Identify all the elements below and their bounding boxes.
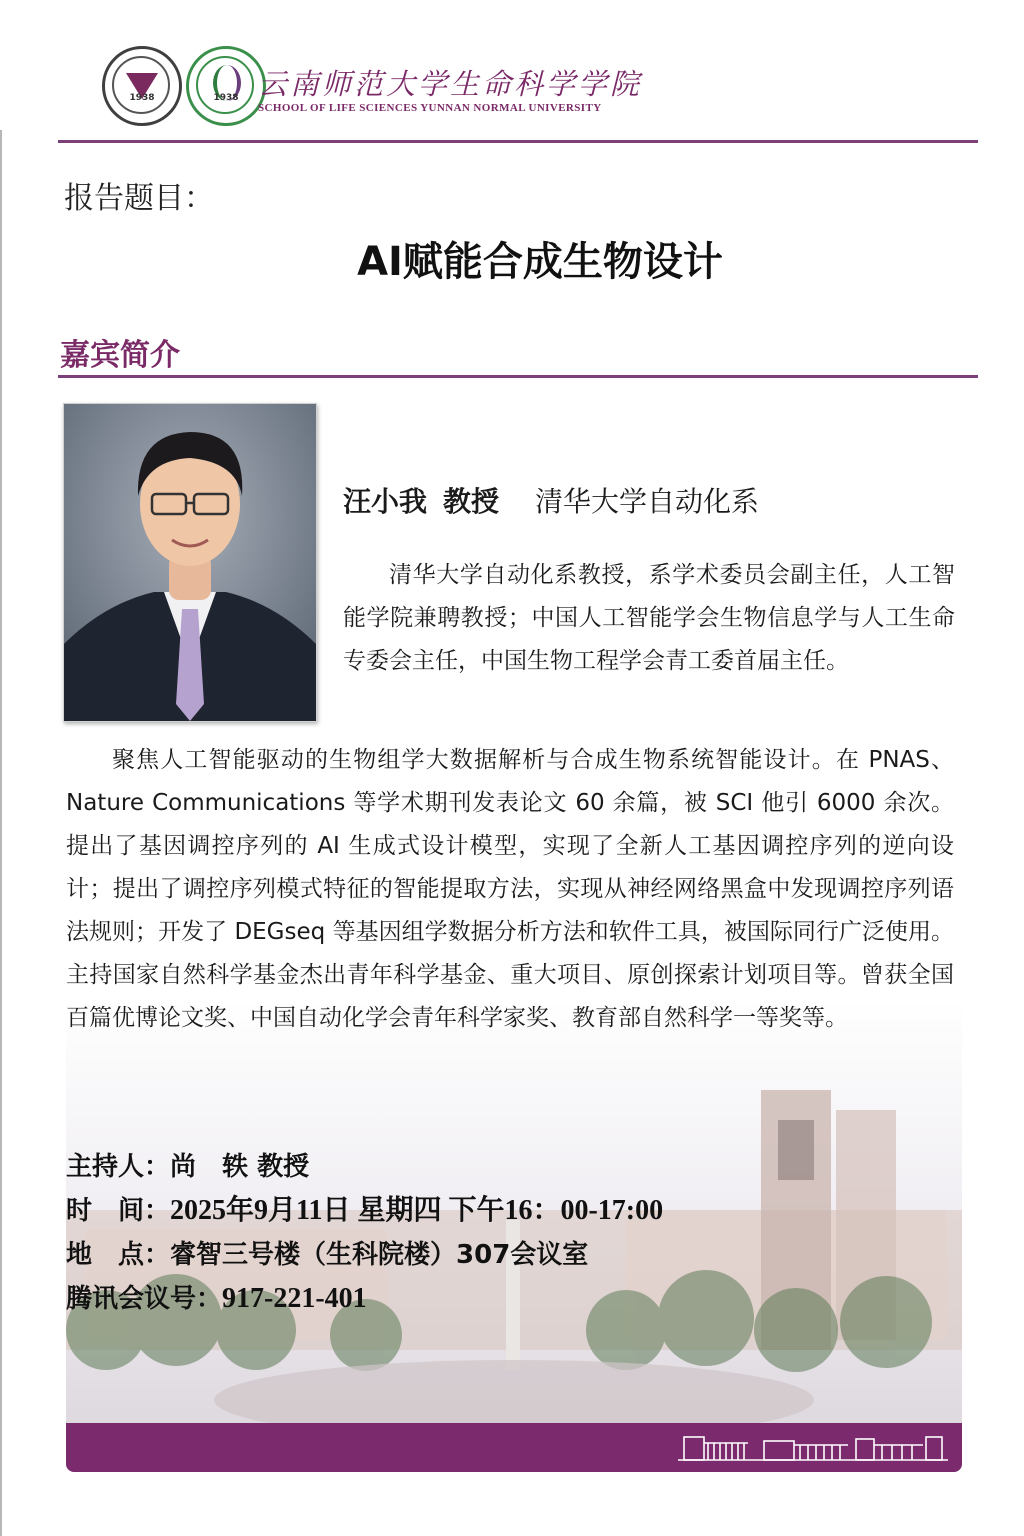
meeting-id: 917-221-401 bbox=[222, 1283, 367, 1314]
university-seal-icon bbox=[102, 46, 182, 126]
time-row bbox=[66, 1189, 663, 1233]
speaker-title: 教授 bbox=[443, 485, 500, 518]
school-name-cn: 云南师范大学生命科学学院 bbox=[258, 67, 643, 101]
section-title: 嘉宾简介 bbox=[60, 338, 180, 373]
speaker-name: 汪小我 bbox=[343, 485, 428, 518]
report-title: AI赋能合成生物设计 bbox=[357, 239, 723, 285]
header bbox=[98, 40, 978, 140]
meeting-label: 腾讯会议号： bbox=[66, 1284, 223, 1314]
seal-year: 1938 bbox=[129, 93, 155, 103]
footer-bar bbox=[66, 1423, 962, 1472]
left-edge-rule bbox=[0, 130, 2, 1536]
speaker-bio-short: 清华大学自动化系教授，系学术委员会副主任，人工智能学院兼聘教授；中国人工智能学会生物信息学与人工生命专委会主任，中国生物工程学会青工委首届主任。 bbox=[343, 562, 955, 674]
host-row bbox=[66, 1145, 663, 1189]
report-label: 报告题目： bbox=[64, 181, 214, 216]
speaker-org: 清华大学自动化系 bbox=[535, 485, 760, 518]
seal-year: 1938 bbox=[213, 93, 239, 103]
place-row bbox=[66, 1233, 663, 1277]
school-seal-icon bbox=[186, 46, 266, 126]
host-value: 尚 轶 教授 bbox=[170, 1152, 310, 1182]
speaker-bio-long: 聚焦人工智能驱动的生物组学大数据解析与合成生物系统智能设计。在 PNAS、Nature Communications 等学术期刊发表论文 60 余篇，被 SCI 他引 6000 余次。提出了基因调控序列的 AI 生成式设计模型，实现了全新人工基因调控序列的逆向设计；提出了调控序列模式特征的智能提取方法，实现从神经网络黑盒中发现调控序列语法规则；开发了 DEGseq 等基因组学数据分析方法和软件工具，被国际同行广泛使用。主持国家自然科学基金杰出青年科学基金、重大项目、原创探索计划项目等。曾获全国百篇优博论文奖、中国自动化学会青年科学家奖、教育部自然科学一等奖等。 bbox=[66, 747, 954, 1031]
school-name-en: SCHOOL OF LIFE SCIENCES YUNNAN NORMAL UNIVERSITY bbox=[258, 102, 602, 114]
meeting-row bbox=[66, 1277, 663, 1321]
time-value: 2025年9月11日 星期四 下午16：00-17:00 bbox=[170, 1195, 664, 1226]
host-label: 主持人： bbox=[66, 1152, 171, 1182]
speaker-photo bbox=[63, 403, 317, 722]
time-label: 时 间： bbox=[66, 1196, 171, 1226]
place-value: 睿智三号楼（生科院楼）307会议室 bbox=[170, 1240, 589, 1270]
section-divider bbox=[58, 375, 978, 378]
place-label: 地 点： bbox=[66, 1240, 171, 1270]
header-divider bbox=[58, 140, 978, 143]
speaker-line bbox=[343, 480, 759, 520]
event-info bbox=[66, 1145, 663, 1321]
campus-gate-icon bbox=[678, 1433, 948, 1463]
